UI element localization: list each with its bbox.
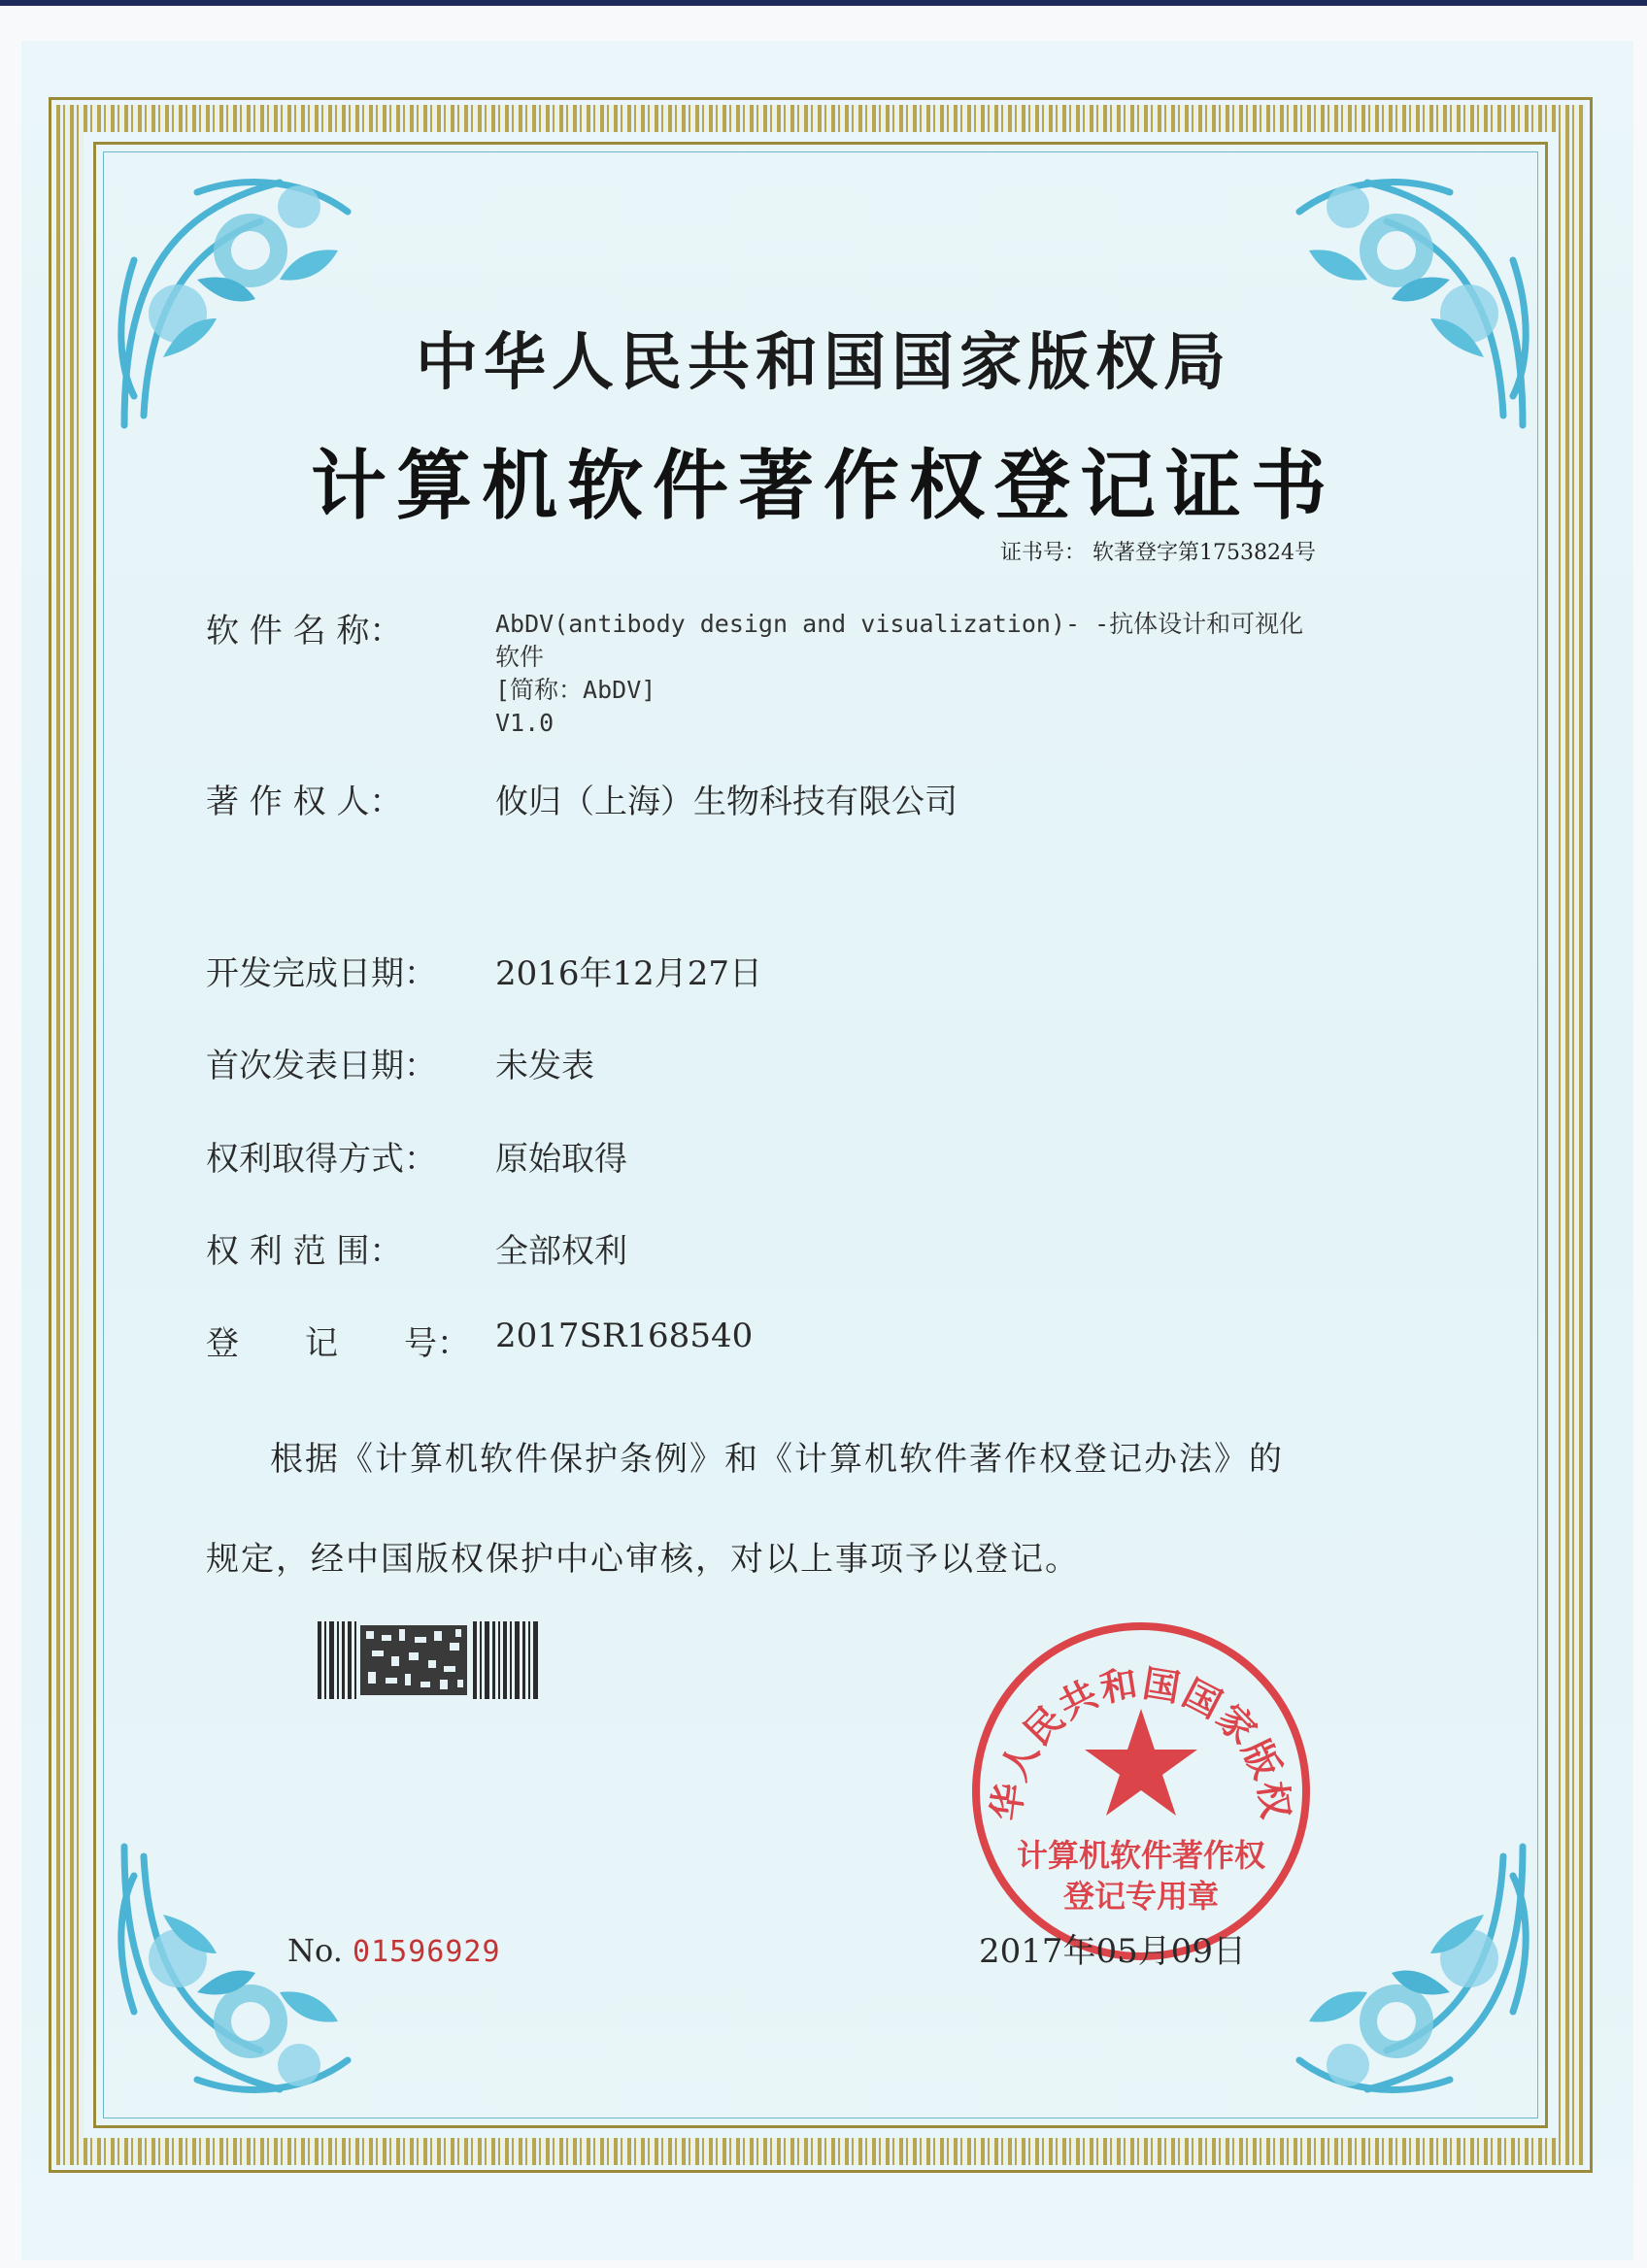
software-short-name: [简称：AbDV] — [495, 676, 656, 704]
field-label: 权 利 范 围： — [206, 1232, 403, 1271]
field-label: 开发完成日期： — [206, 954, 437, 993]
field-value: 攸归（上海）生物科技有限公司 — [495, 783, 958, 821]
software-name-line: 软件 — [495, 643, 545, 671]
seal-inner-text: 计算机软件著作权 — [1016, 1837, 1266, 1874]
issue-date: 2017年05月09日 — [979, 1932, 1247, 1971]
field-value: 2016年12月27日 — [495, 954, 763, 993]
field-label: 登 记 号： — [206, 1324, 470, 1363]
software-name-line: AbDV(antibody design and visualization)- -抗体设计和可视化 — [495, 610, 1304, 638]
software-name-value — [495, 608, 1303, 740]
certificate-number — [1000, 536, 1316, 566]
seal-inner-text: 登记专用章 — [1062, 1878, 1220, 1915]
field-first-publish-date — [206, 1039, 594, 1086]
field-label: 权利取得方式： — [206, 1140, 437, 1179]
issuing-agency-heading: 中华人民共和国国家版权局 — [416, 326, 1231, 399]
field-value: 未发表 — [495, 1047, 594, 1085]
field-registration-no — [206, 1317, 754, 1364]
official-seal-icon — [961, 1612, 1321, 1971]
field-copyright-owner — [206, 775, 958, 822]
software-version: V1.0 — [495, 709, 555, 737]
scan-edge-line — [0, 0, 1647, 6]
certificate-title: 计算机软件著作权登记证书 — [310, 442, 1336, 530]
field-rights-scope — [206, 1224, 627, 1272]
serial-value: 01596929 — [353, 1935, 501, 1969]
certificate-number-value: 软著登字第1753824号 — [1092, 541, 1316, 565]
field-label: 软 件 名 称： — [206, 612, 403, 650]
corner-ornament-icon — [105, 1827, 396, 2118]
serial-prefix: No. — [287, 1932, 343, 1969]
field-acquisition-method — [206, 1132, 627, 1180]
field-value: 全部权利 — [495, 1232, 627, 1271]
serial-number — [287, 1932, 501, 1969]
statement-line: 根据《计算机软件保护条例》和《计算机软件著作权登记办法》的 — [270, 1440, 1284, 1479]
field-value: 2017SR168540 — [495, 1317, 754, 1355]
field-label: 首次发表日期： — [206, 1047, 437, 1085]
field-software-name — [206, 604, 1304, 737]
certificate-number-label: 证书号： — [1000, 541, 1087, 565]
barcode-icon — [318, 1621, 541, 1699]
field-label: 著 作 权 人： — [206, 783, 403, 821]
seal-outer-text: 华人民共和国国家版权 — [983, 1660, 1299, 1823]
field-completion-date — [206, 947, 763, 994]
field-value: 原始取得 — [495, 1140, 627, 1179]
statement-line: 规定，经中国版权保护中心审核，对以上事项予以登记。 — [206, 1540, 1080, 1579]
